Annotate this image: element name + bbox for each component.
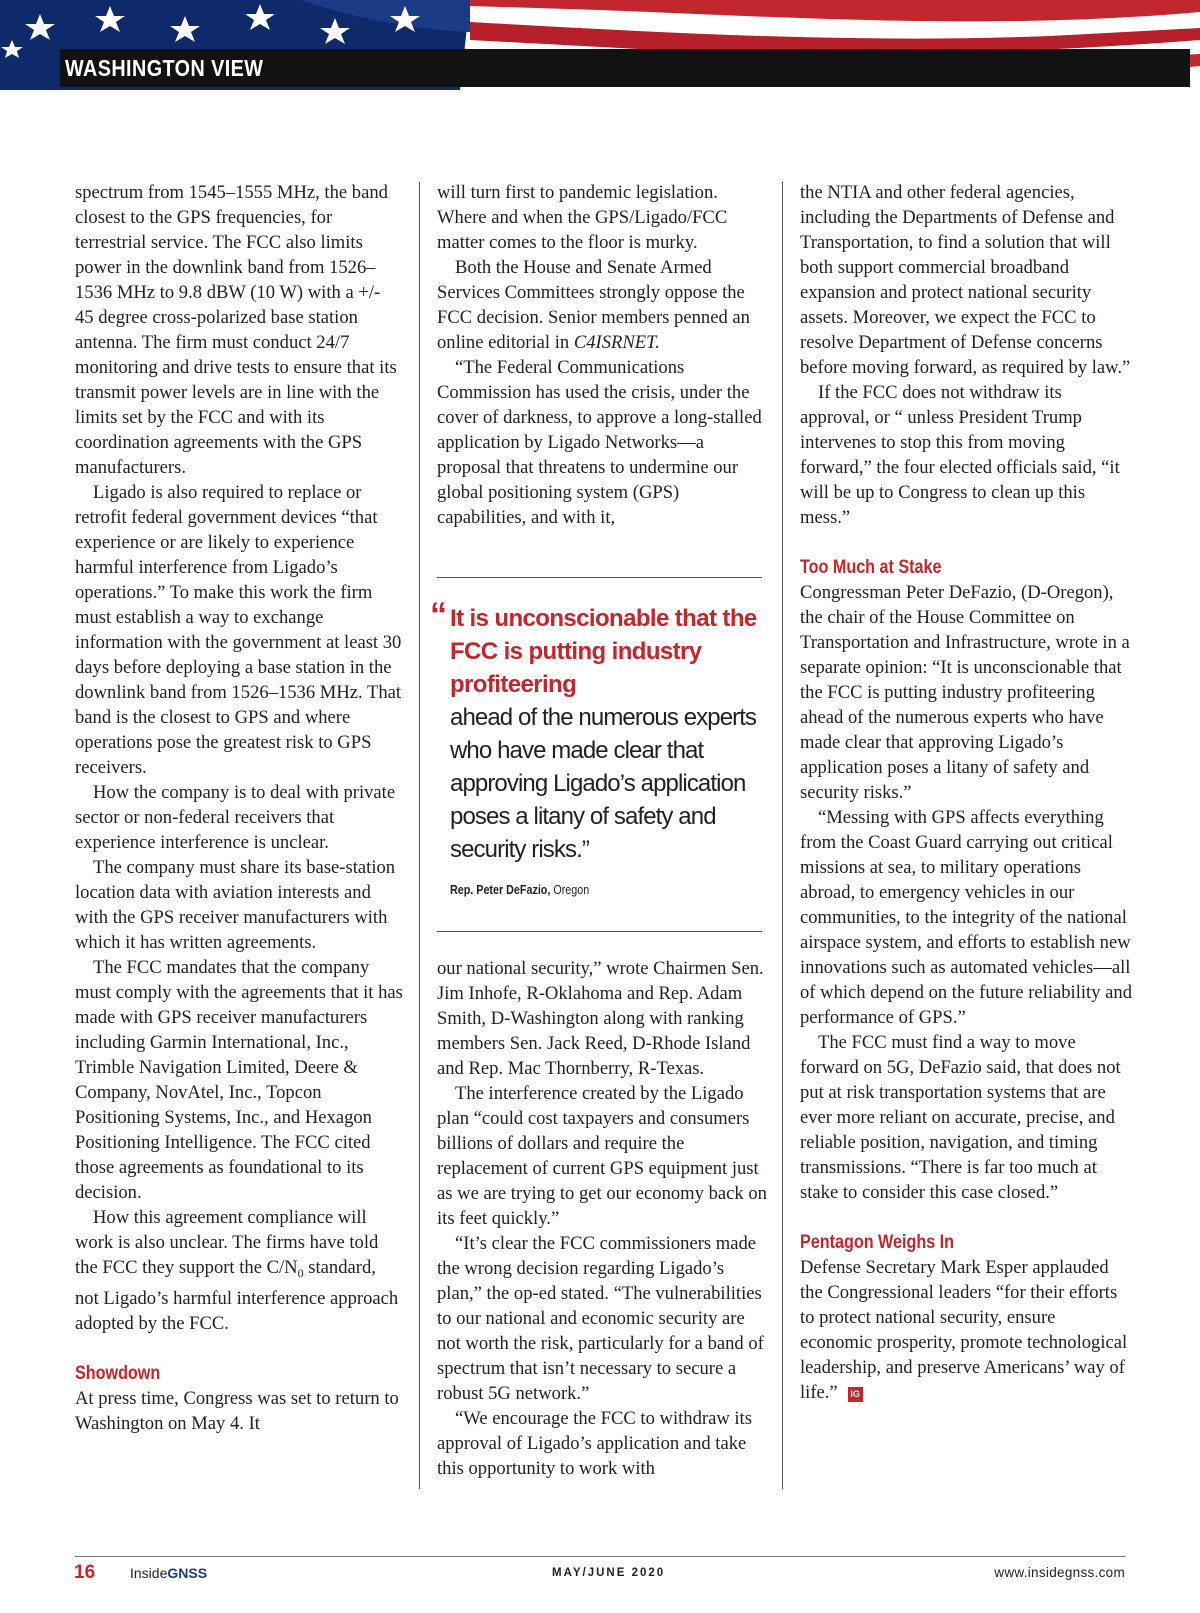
pullquote-bold: It is unconscionable that the FCC is putting industry profiteering <box>450 605 757 698</box>
subheading-too-much-at-stake: Too Much at Stake <box>800 557 942 578</box>
subscript-zero: 0 <box>297 1266 304 1280</box>
article-column-2-bottom <box>437 956 767 1481</box>
paragraph: The interference created by the Ligado plan “could cost taxpayers and consumers billions of dollars and require the replacement of current GPS equipment just as we are trying to get our economy back on its feet quickly.” <box>437 1083 767 1229</box>
pullquote-rule-top <box>437 577 762 578</box>
pullquote-text: ahead of the numerous experts who have made clear that approving Ligado’s application poses a litany of safety and security risks.” <box>450 704 757 863</box>
article-column-2-top <box>437 180 767 530</box>
magazine-name: InsideGNSS <box>130 1565 208 1581</box>
paragraph: the NTIA and other federal agencies, including the Departments of Defense and Transportation, to find a solution that will both support commercial broadband expansion and protect national security assets. Moreover, we expect the FCC to resolve Department of Defense concerns before moving forward, as required by law.” <box>800 182 1131 378</box>
paragraph: The FCC mandates that the company must comply with the agreements that it has made with GPS receiver manufacturers including Garmin International, Inc., Trimble Navigation Limited, Deere & Company, NovAtel, Inc., Topcon Positioning Systems, Inc., and Hexagon Positioning Intelligence. The FCC cited those agreements as foundational to its decision. <box>75 957 403 1203</box>
column-divider <box>419 182 420 1489</box>
subheading-showdown: Showdown <box>75 1363 161 1384</box>
paragraph: The FCC must find a way to move forward on 5G, DeFazio said, that does not put at risk transportation systems that are ever more reliant on accurate, precise, and reliable position, navigation, and timing transmissions. “There is far too much at stake to consider this case closed.” <box>800 1032 1121 1203</box>
quote-mark-icon: “ <box>430 596 447 634</box>
paragraph: Ligado is also required to replace or retrofit federal government devices “that experience or are likely to experience harmful interference from Ligado’s operations.” To make this work the firm must establish a way to exchange information with the government at least 30 days before deploying a base station in the downlink band from 1526–1536 MHz. That band is the closest to GPS and where operations pose the greatest risk to GPS receivers. <box>75 482 402 778</box>
paragraph: At press time, Congress was set to return to Washington on May 4. It <box>75 1388 399 1434</box>
paragraph: “The Federal Communications Commission has used the crisis, under the cover of darkness, to approve a long-stalled application by Ligado Networks—a proposal that threatens to undermine our global positioning system (GPS) capabilities, and with it, <box>437 357 762 528</box>
paragraph: If the FCC does not withdraw its approval, or “ unless President Trump intervenes to stop this from moving forward,” the four elected officials said, “it will be up to Congress to clean up this mess.” <box>800 382 1120 528</box>
paragraph: “We encourage the FCC to withdraw its approval of Ligado’s application and take this opportunity to work with <box>437 1408 752 1479</box>
paragraph: The company must share its base-station location data with aviation interests and with the GPS receiver manufacturers with which it has written agreements. <box>75 857 396 953</box>
paragraph: Congressman Peter DeFazio, (D-Oregon), the chair of the House Committee on Transportation and Infrastructure, wrote in a separate opinion: “It is unconscionable that the FCC is putting industry profiteering ahead of the numerous experts who have made clear that approving Ligado’s application poses a litany of safety and security risks.” <box>800 582 1130 803</box>
end-mark-icon: IG <box>848 1387 863 1402</box>
paragraph: “It’s clear the FCC commissioners made the wrong decision regarding Ligado’s plan,” the op-ed stated. “The vulnerabilities to our national and economic security are not worth the risk, particularly for a band of spectrum that isn’t necessary to secure a robust 5G network.” <box>437 1233 764 1404</box>
column-divider <box>782 182 783 1489</box>
publication-name: C4ISRNET. <box>573 332 660 353</box>
paragraph: Both the House and Senate Armed Services Committees strongly oppose the FCC decision. Senior members penned an online editorial in C4ISRNET. <box>437 257 750 353</box>
paragraph: our national security,” wrote Chairmen Sen. Jim Inhofe, R-Oklahoma and Rep. Adam Smith, D-Washington along with ranking members Sen. Jack Reed, D-Rhode Island and Rep. Mac Thornberry, R-Texas. <box>437 958 764 1079</box>
paragraph: How the company is to deal with private sector or non-federal receivers that experience interference is unclear. <box>75 782 396 853</box>
pullquote-attribution: Rep. Peter DeFazio, Oregon <box>450 883 590 897</box>
article-column-1 <box>75 180 403 1436</box>
subheading-pentagon-weighs-in: Pentagon Weighs In <box>800 1232 955 1253</box>
paragraph: Defense Secretary Mark Esper applauded the Congressional leaders “for their efforts to protect national security, ensure economic prosperity, promote technological leadership, and preserve Americans’ way of life.” IG <box>800 1257 1128 1403</box>
paragraph: will turn first to pandemic legislation. Where and when the GPS/Ligado/FCC matter comes to the floor is murky. <box>437 182 728 253</box>
pullquote-rule-bottom <box>437 931 762 932</box>
issue-date: MAY/JUNE 2020 <box>552 1567 666 1579</box>
paragraph: “Messing with GPS affects everything from the Coast Guard carrying out critical missions at sea, to military operations abroad, to emergency vehicles in our communities, to the integrity of the national airspace system, and efforts to establish new innovations such as automated vehicles—all of which depend on the future reliability and performance of GPS.” <box>800 807 1133 1028</box>
paragraph: spectrum from 1545–1555 MHz, the band closest to the GPS frequencies, for terrestrial service. The FCC also limits power in the downlink band from 1526–1536 MHz to 9.8 dBW (10 W) with a +/- 45 degree cross-polarized base station antenna. The firm must conduct 24/7 monitoring and drive tests to ensure that its transmit power levels are in line with the limits set by the FCC and with its coordination agreements with the GPS manufacturers. <box>75 182 397 478</box>
article-column-3 <box>800 180 1132 1405</box>
paragraph: How this agreement compliance will work is also unclear. The firms have told the FCC they support the $C/N_0$ standard, not Ligado’s harmful interference approach adopted by the FCC. <box>75 1207 399 1334</box>
section-title: WASHINGTON VIEW <box>65 55 264 81</box>
page-number: 16 <box>74 1562 96 1583</box>
website-url[interactable]: www.insidegnss.com <box>994 1565 1125 1580</box>
footer-rule <box>75 1556 1125 1557</box>
section-header-bar <box>60 49 1190 87</box>
